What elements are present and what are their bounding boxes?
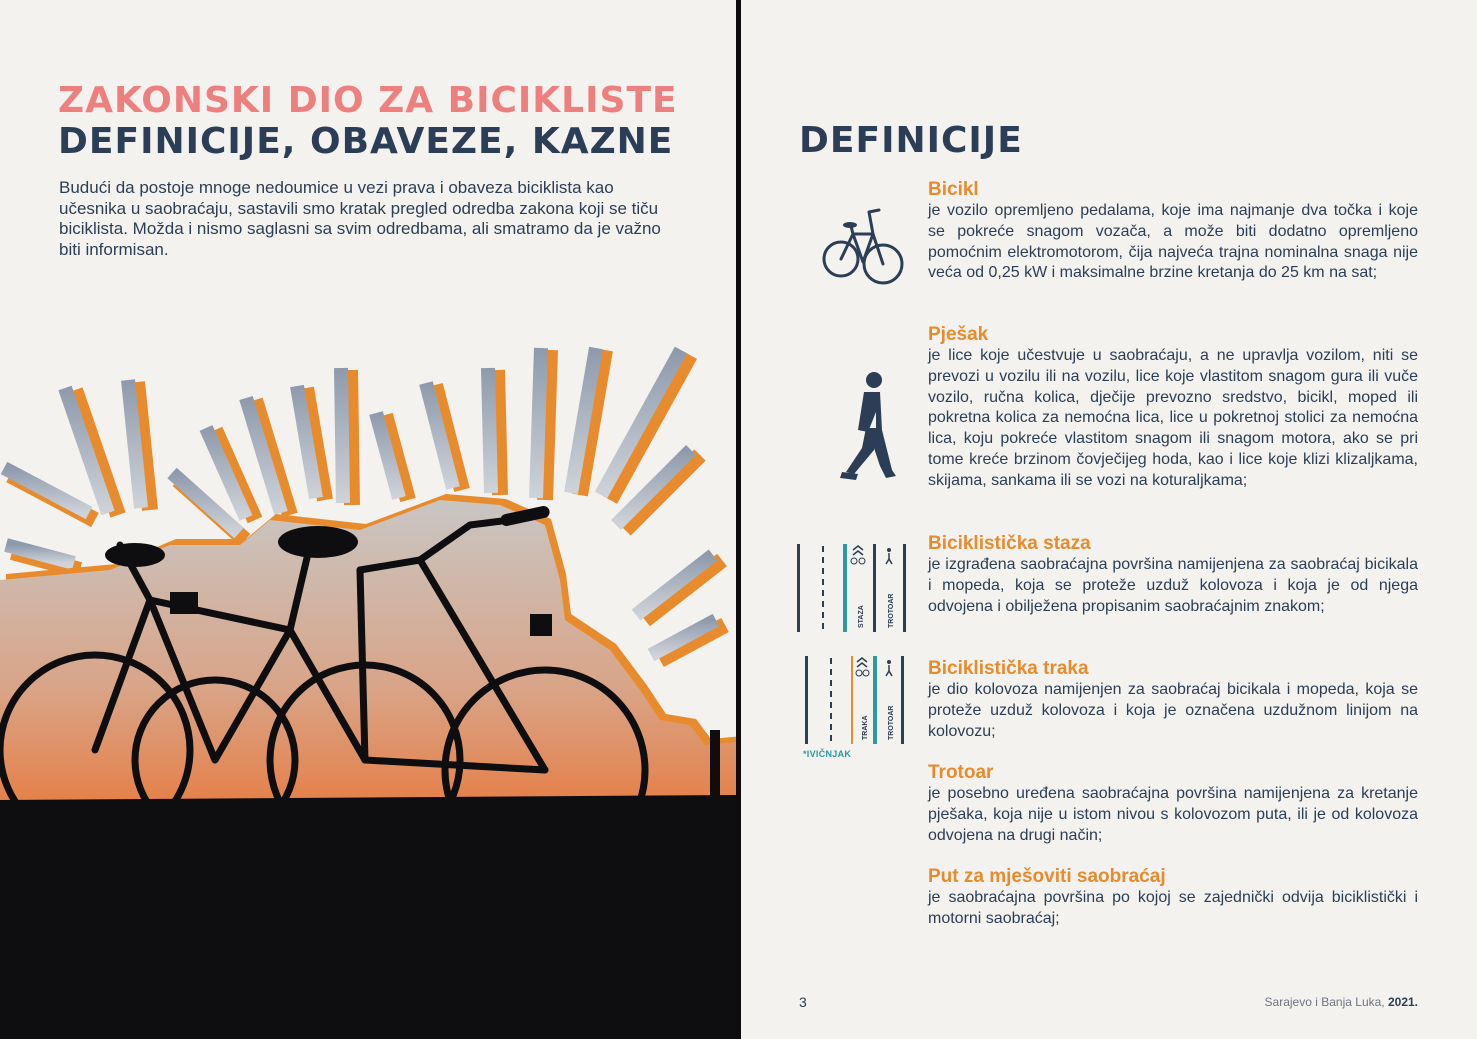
term-title: Biciklistička traka (928, 658, 1089, 679)
title-line-2: DEFINICIJE, OBAVEZE, KAZNE (58, 121, 674, 162)
left-page (0, 0, 736, 1039)
term-text: je posebno uređena saobraćajna površina namijenjena za kretanje pješaka, koja nije u istom nivou s kolovozom puta, ili je od kolovoza odvojena na drugi način; (928, 785, 1418, 844)
term-text: je vozilo opremljeno pedalama, koje ima najmanje dva točka i koje se pokreće snagom vozača, a može biti dodatno opremljeno pomoćnim elektromotorom, čija najveća trajna nominalna snaga nije veća od 0,25 kW i maksimalne brzine kretanja do 25 km na sat; (928, 202, 1418, 282)
traka-label: TRAKA (862, 715, 869, 740)
bicycles-sunset-illustration (0, 330, 736, 1039)
definition-biciklisticka-staza (928, 533, 1418, 617)
definition-put-za-mjesoviti-saobracaj (928, 866, 1418, 930)
right-page (741, 0, 1477, 1039)
term-title: Trotoar (928, 762, 994, 783)
bike-lane-diagram (803, 656, 909, 744)
term-text: je dio kolovoza namijenjen za saobraćaj bicikala i mopeda, koja se proteže uzduž kolovoza i koja je označena uzdužnom linijom na kolovozu; (928, 681, 1418, 740)
definitions-heading: DEFINICIJE (799, 120, 1023, 161)
page-number: 3 (799, 994, 807, 1010)
intro-paragraph: Budući da postoje mnoge nedoumice u vezi prava i obaveza biciklista kao učesnika u saobraćaju, sastavili smo kratak pregled odredba zakona koji se tiču biciklista. Možda i nismo saglasni sa svim odredbama, ali smatramo da je važno biti informisan. (59, 178, 661, 259)
trotoar-label-2: TROTOAR (888, 705, 895, 740)
term-title: Biciklistička staza (928, 533, 1091, 554)
footer (1265, 995, 1418, 1009)
term-text: je izgrađena saobraćajna površina namijenjena za saobraćaj bicikala i mopeda, koja se proteže uzduž kolovoza i koja je od njega odvojena i obilježena propisanim saobraćajnim znakom; (928, 556, 1418, 615)
bike-path-diagram (795, 544, 913, 632)
definition-pjesak (928, 324, 1418, 492)
term-title: Bicikl (928, 179, 979, 200)
pedestrian-icon (836, 370, 898, 482)
term-text: je saobraćajna površina po kojoj se zajednički odvija biciklistički i motorni saobraćaj; (928, 889, 1418, 927)
trotoar-label-1: TROTOAR (888, 593, 895, 628)
term-title: Pješak (928, 324, 989, 345)
term-text: je lice koje učestvuje u saobraćaju, a ne upravlja vozilom, niti se prevozi u vozilu ili na vozilu, lice koje vlastitom snagom gura ili vuče vozilo, ručna kolica, dječije prevozno sredstvo, bicikl, moped ili pokretna kolica za nemoćna lica, lice u pokretnoj stolici za nemoćna lica, koju pokreće vlastitom snagom ili snagom motora, ako se pri tome kreće brzinom čovječijeg hoda, kao i lice koje klizi klizaljkama, skijama, sankama ili se vozi na koturaljkama; (928, 347, 1418, 489)
footer-year: 2021. (1387, 995, 1418, 1009)
definition-biciklisticka-traka (928, 658, 1418, 742)
term-title: Put za mješoviti saobraćaj (928, 866, 1166, 887)
staza-label: STAZA (858, 605, 865, 628)
footer-place: Sarajevo i Banja Luka, (1264, 995, 1385, 1009)
definition-bicikl (928, 179, 1418, 284)
bicycle-icon (821, 204, 907, 294)
ivicnjak-note: *IVIČNJAK (803, 749, 852, 759)
definition-trotoar (928, 762, 1418, 846)
title-line-1: ZAKONSKI DIO ZA BICIKLISTE (58, 80, 678, 121)
